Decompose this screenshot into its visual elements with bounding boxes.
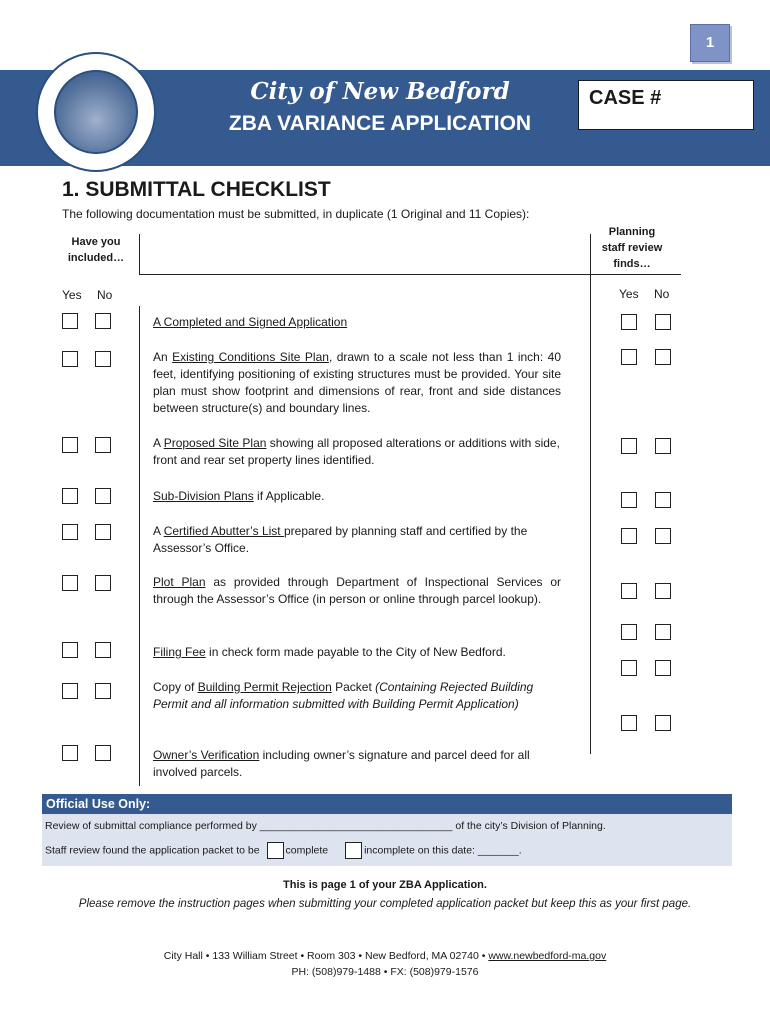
staff-no-checkbox[interactable] [655, 528, 671, 544]
divider [139, 306, 140, 786]
city-title: City of New Bedford [250, 78, 510, 105]
no-label: No [654, 287, 670, 301]
complete-checkbox[interactable] [267, 842, 284, 859]
intro-text: The following documentation must be submitted, in duplicate (1 Original and 11 Copies): [62, 207, 530, 221]
applicant-no-checkbox[interactable] [95, 642, 111, 658]
page-note: This is page 1 of your ZBA Application. [283, 879, 487, 891]
staff-yes-checkbox[interactable] [621, 438, 637, 454]
checklist-item: Plot Plan as provided through Department of Inspectional Services or through the Assessor’s Office (in person or online through parcel lookup). [153, 575, 561, 606]
applicant-no-checkbox[interactable] [95, 351, 111, 367]
applicant-no-checkbox[interactable] [95, 437, 111, 453]
applicant-no-checkbox[interactable] [95, 745, 111, 761]
staff-no-checkbox[interactable] [655, 492, 671, 508]
staff-yes-checkbox[interactable] [621, 528, 637, 544]
review-compliance-text: Review of submittal compliance performed by _________________________________ of the city’s Division of Planning. [45, 820, 606, 832]
applicant-yes-checkbox[interactable] [62, 642, 78, 658]
staff-no-checkbox[interactable] [655, 583, 671, 599]
footer-phone: PH: (508)979-1488 • FX: (508)979-1576 [291, 966, 479, 978]
footer-address: City Hall • 133 William Street • Room 303 • New Bedford, MA 02740 • www.newbedford-ma.gov [163, 950, 607, 962]
checklist-item: An Existing Conditions Site Plan, drawn to a scale not less than 1 inch: 40 feet, identifying positioning of existing structures must be provided. Your site plan must show footprint and dimensions of rear, front and side distances between structure(s) and boundary lines. [153, 350, 561, 415]
staff-no-checkbox[interactable] [655, 715, 671, 731]
applicant-yes-checkbox[interactable] [62, 313, 78, 329]
case-number-box[interactable] [578, 80, 754, 130]
page-number-badge: 1 [690, 24, 730, 62]
left-column-header: Have you included… [67, 236, 125, 264]
applicant-no-checkbox[interactable] [95, 683, 111, 699]
yes-label: Yes [62, 288, 82, 302]
website-link[interactable]: www.newbedford-ma.gov [488, 950, 607, 962]
checklist-item: Sub-Division Plans if Applicable. [153, 489, 325, 503]
applicant-yes-checkbox[interactable] [62, 488, 78, 504]
official-use-title: Official Use Only: [42, 794, 732, 814]
staff-yes-checkbox[interactable] [621, 660, 637, 676]
staff-no-checkbox[interactable] [655, 660, 671, 676]
divider [139, 274, 681, 275]
case-label: CASE # [589, 87, 662, 109]
staff-yes-checkbox[interactable] [621, 314, 637, 330]
applicant-no-checkbox[interactable] [95, 313, 111, 329]
city-seal-logo [36, 52, 156, 172]
staff-no-checkbox[interactable] [655, 438, 671, 454]
staff-yes-checkbox[interactable] [621, 349, 637, 365]
checklist-item: A Proposed Site Plan showing all proposed alterations or additions with side, front and rear set property lines identified. [153, 436, 560, 467]
application-title: ZBA VARIANCE APPLICATION [228, 112, 532, 135]
incomplete-checkbox[interactable] [345, 842, 362, 859]
right-column-header: Planning staff review finds… [601, 226, 663, 270]
applicant-yes-checkbox[interactable] [62, 745, 78, 761]
staff-no-checkbox[interactable] [655, 349, 671, 365]
applicant-no-checkbox[interactable] [95, 524, 111, 540]
staff-yes-checkbox[interactable] [621, 715, 637, 731]
staff-no-checkbox[interactable] [655, 624, 671, 640]
checklist-item: A Certified Abutter’s List prepared by planning staff and certified by the Assessor’s Office. [153, 524, 528, 555]
staff-yes-checkbox[interactable] [621, 583, 637, 599]
staff-no-checkbox[interactable] [655, 314, 671, 330]
yes-label: Yes [619, 287, 639, 301]
checklist-item: A Completed and Signed Application [153, 315, 348, 329]
no-label: No [97, 288, 113, 302]
checklist-item: Filing Fee in check form made payable to the City of New Bedford. [153, 645, 506, 659]
staff-review-line: Staff review found the application packet to be complete incomplete on this date: _______. [45, 842, 522, 859]
divider [590, 234, 591, 754]
applicant-no-checkbox[interactable] [95, 575, 111, 591]
applicant-yes-checkbox[interactable] [62, 437, 78, 453]
applicant-yes-checkbox[interactable] [62, 683, 78, 699]
applicant-yes-checkbox[interactable] [62, 524, 78, 540]
instruction-note: Please remove the instruction pages when submitting your completed application packet but keep this as your first page. [78, 898, 692, 910]
checklist-item: Owner’s Verification including owner’s signature and parcel deed for all involved parcels. [153, 748, 530, 779]
applicant-yes-checkbox[interactable] [62, 575, 78, 591]
applicant-no-checkbox[interactable] [95, 488, 111, 504]
staff-yes-checkbox[interactable] [621, 624, 637, 640]
section-heading: 1. SUBMITTAL CHECKLIST [62, 178, 331, 201]
divider [139, 234, 140, 274]
checklist-item: Copy of Building Permit Rejection Packet (Containing Rejected Building Permit and all information submitted with Building Permit Application) [153, 680, 534, 711]
applicant-yes-checkbox[interactable] [62, 351, 78, 367]
staff-yes-checkbox[interactable] [621, 492, 637, 508]
